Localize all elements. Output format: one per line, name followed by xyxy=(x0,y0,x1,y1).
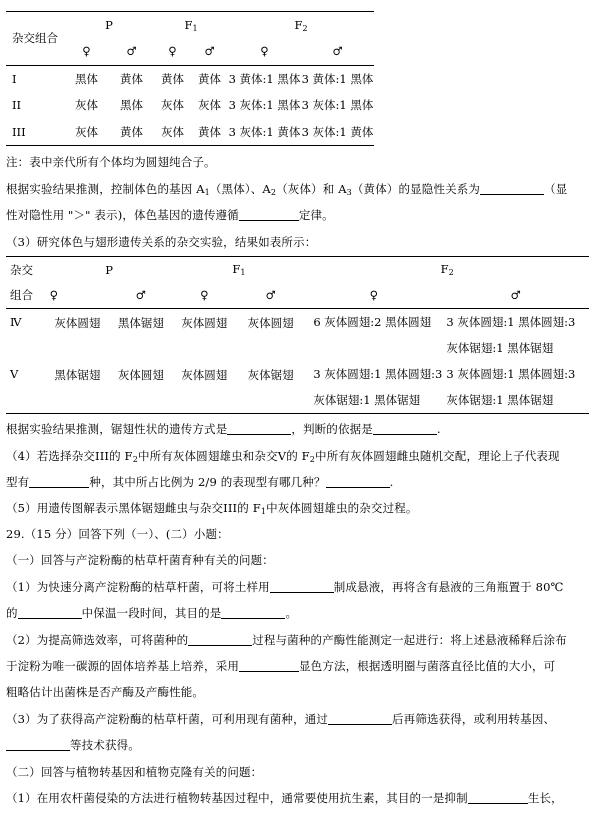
dominance-question-line2: 性对隐性用 "＞" 表示)，体色基因的遗传遵循 定律。 xyxy=(6,208,334,222)
female-symbol: ♀ xyxy=(228,38,301,65)
table-cell: 黄体 xyxy=(161,71,184,86)
answer-blank[interactable] xyxy=(18,607,82,619)
table-cell: 黄体 xyxy=(109,119,154,146)
table-cell: 黑体锯翅 xyxy=(46,361,109,414)
table-cell: 3 灰体:1 黑体 xyxy=(301,98,374,113)
sub-question-2-line3: 粗略估计出菌株是否产酶及产酶性能。 xyxy=(6,685,205,699)
table-cell: 3 灰体:1 黑体 xyxy=(228,98,301,113)
female-symbol: ♀ xyxy=(46,283,109,309)
answer-blank[interactable] xyxy=(188,634,252,646)
table2-header-cross: 杂交 xyxy=(6,257,46,283)
table-row xyxy=(6,361,589,414)
table-cell: 黑体 xyxy=(75,71,98,86)
sub-question-1-line2: 的 中保温一段时间，其目的是 。 xyxy=(6,606,298,620)
male-symbol: ♂ xyxy=(191,38,228,65)
female-symbol: ♀ xyxy=(305,283,442,309)
table-cell: 3 灰体圆翅:1 黑体圆翅:3 灰体锯翅:1 黑体锯翅 xyxy=(446,315,576,355)
table-row xyxy=(6,65,374,92)
answer-blank[interactable] xyxy=(221,607,285,619)
table-cell: 黑体锯翅 xyxy=(117,316,164,330)
question-4-line1: （4）若选择杂交III的 $F_2$中所有灰体圆翅雄虫和杂交V的 $F_2$中所有灰体圆翅雌虫随机交配，理论上子代表现 xyxy=(6,449,560,464)
sub-question-3-line2: 等技术获得。 xyxy=(6,737,589,753)
answer-blank[interactable] xyxy=(6,739,70,751)
question-4-line2: 型有 种，其中所占比例为 2/9 的表现型有哪几种？ . xyxy=(6,475,394,489)
sub-question-1-line1: （1）为快速分离产淀粉酶的枯草杆菌，可将土样用 制成悬液，再将含有悬液的三角瓶置于 80℃ xyxy=(6,580,564,594)
table1-header-p: P xyxy=(64,12,154,39)
answer-blank[interactable] xyxy=(468,792,528,804)
table-cell: 黄体 xyxy=(120,71,143,86)
male-symbol: ♂ xyxy=(301,38,374,65)
table-cell: 黄体 xyxy=(198,71,221,86)
table-cell: 3 黄体:1 黑体 xyxy=(301,71,374,86)
table2-header-f1: $F_1$ xyxy=(173,257,306,283)
table-cell: 灰体圆翅 xyxy=(247,316,294,330)
cross-id: II xyxy=(12,98,22,113)
table-cell: 灰体 xyxy=(161,98,184,113)
table2-header-f2: $F_2$ xyxy=(305,257,589,283)
female-symbol: ♀ xyxy=(154,38,191,65)
table-cell: 灰体 xyxy=(64,119,109,146)
table-cell: 灰体圆翅 xyxy=(54,316,101,330)
cross-table-1 xyxy=(6,11,374,146)
answer-blank[interactable] xyxy=(227,423,291,435)
table-cell: 灰体 xyxy=(198,98,221,113)
table2-header-combo: 组合 xyxy=(6,283,46,309)
cross-id: Ⅳ xyxy=(10,315,22,329)
male-symbol: ♂ xyxy=(109,38,154,65)
sub-question-2-line1: （2）为提高筛选效率，可将菌种的 过程与菌种的产酶性能测定一起进行：将上述悬液稀释后涂布 xyxy=(6,633,567,647)
answer-blank[interactable] xyxy=(326,476,390,488)
table1-note: 注：表中亲代所有个体均为圆翅纯合子。 xyxy=(6,155,216,169)
table-row xyxy=(6,92,374,119)
table-cell: 3 黄体:1 黑体 xyxy=(228,71,301,86)
answer-blank[interactable] xyxy=(480,183,544,195)
question-5: （5）用遗传图解表示黑体锯翅雌虫与杂交III的 $F_1$中灰体圆翅雄虫的杂交过程。 xyxy=(6,501,418,516)
part-1-title: （一）回答与产淀粉酶的枯草杆菌育种有关的问题： xyxy=(6,553,274,567)
table1-header-cross: 杂交组合 xyxy=(6,12,64,66)
answer-blank[interactable] xyxy=(239,209,299,221)
cross-id: I xyxy=(12,71,17,86)
table-cell: 3 灰体圆翅:1 黑体圆翅:3 灰体锯翅:1 黑体锯翅 xyxy=(305,361,442,414)
answer-blank[interactable] xyxy=(29,476,89,488)
part-2-title: （二）回答与植物转基因和植物克隆有关的问题： xyxy=(6,765,263,779)
table-cell: 黑体 xyxy=(120,98,143,113)
answer-blank[interactable] xyxy=(373,423,437,435)
table-cell: 3 灰体:1 黄体 xyxy=(228,119,301,146)
sub-question-2-line2: 于淀粉为唯一碳源的固体培养基上培养，采用 显色方法，根据透明圈与菌落直径比值的大小，可 xyxy=(6,659,556,673)
cross-id: III xyxy=(6,119,64,146)
male-symbol: ♂ xyxy=(442,283,589,309)
cross-table-2 xyxy=(6,256,589,414)
answer-blank[interactable] xyxy=(270,581,334,593)
male-symbol: ♂ xyxy=(236,283,305,309)
table-cell: 灰体圆翅 xyxy=(181,316,228,330)
answer-blank[interactable] xyxy=(239,660,299,672)
inheritance-question: 根据实验结果推测，锯翅性状的遗传方式是 ，判断的依据是 . xyxy=(6,422,441,436)
table2-header-p: P xyxy=(46,257,173,283)
question-29-title: 29.（15 分）回答下列（一）、(二）小题： xyxy=(6,527,229,541)
table1-header-f1: $F_1$ xyxy=(154,12,228,39)
cross-id: Ⅴ xyxy=(6,361,46,414)
table2-header-row xyxy=(6,257,589,283)
female-symbol: ♀ xyxy=(64,38,109,65)
table-row xyxy=(6,309,589,362)
table-cell: 6 灰体圆翅:2 黑体圆翅 xyxy=(313,315,432,329)
table-cell: 3 灰体圆翅:1 黑体圆翅:3 灰体锯翅:1 黑体锯翅 xyxy=(442,361,589,414)
table2-sex-row xyxy=(6,283,589,309)
table-cell: 灰体锯翅 xyxy=(236,361,305,414)
table-cell: 灰体圆翅 xyxy=(173,361,236,414)
answer-blank[interactable] xyxy=(328,713,392,725)
sub-question-3-line1: （3）为了获得高产淀粉酶的枯草杆菌，可利用现有菌种，通过 后再筛选获得，或利用转基因、 xyxy=(6,712,556,726)
table-cell: 灰体圆翅 xyxy=(109,361,172,414)
table-cell: 黄体 xyxy=(191,119,228,146)
table-cell: 灰体 xyxy=(75,98,98,113)
sub-question-4-line1: （1）在用农杆菌侵染的方法进行植物转基因过程中，通常要使用抗生素，其目的一是抑制 生长， xyxy=(6,791,563,805)
table-cell: 灰体 xyxy=(154,119,191,146)
dominance-question-line1: 根据实验结果推测，控制体色的基因 $A_1$（黑体）、$A_2$（灰体）和 $A_3$（黄体）的显隐性关系为 （显 xyxy=(6,182,568,197)
male-symbol: ♂ xyxy=(109,283,172,309)
table-cell: 3 灰体:1 黄体 xyxy=(301,119,374,146)
table1-header-row xyxy=(6,12,374,39)
female-symbol: ♀ xyxy=(173,283,236,309)
table-row xyxy=(6,119,374,146)
question-3: （3）研究体色与翅形遗传关系的杂交实验，结果如表所示： xyxy=(6,235,317,249)
table1-header-f2: $F_2$ xyxy=(228,12,374,39)
